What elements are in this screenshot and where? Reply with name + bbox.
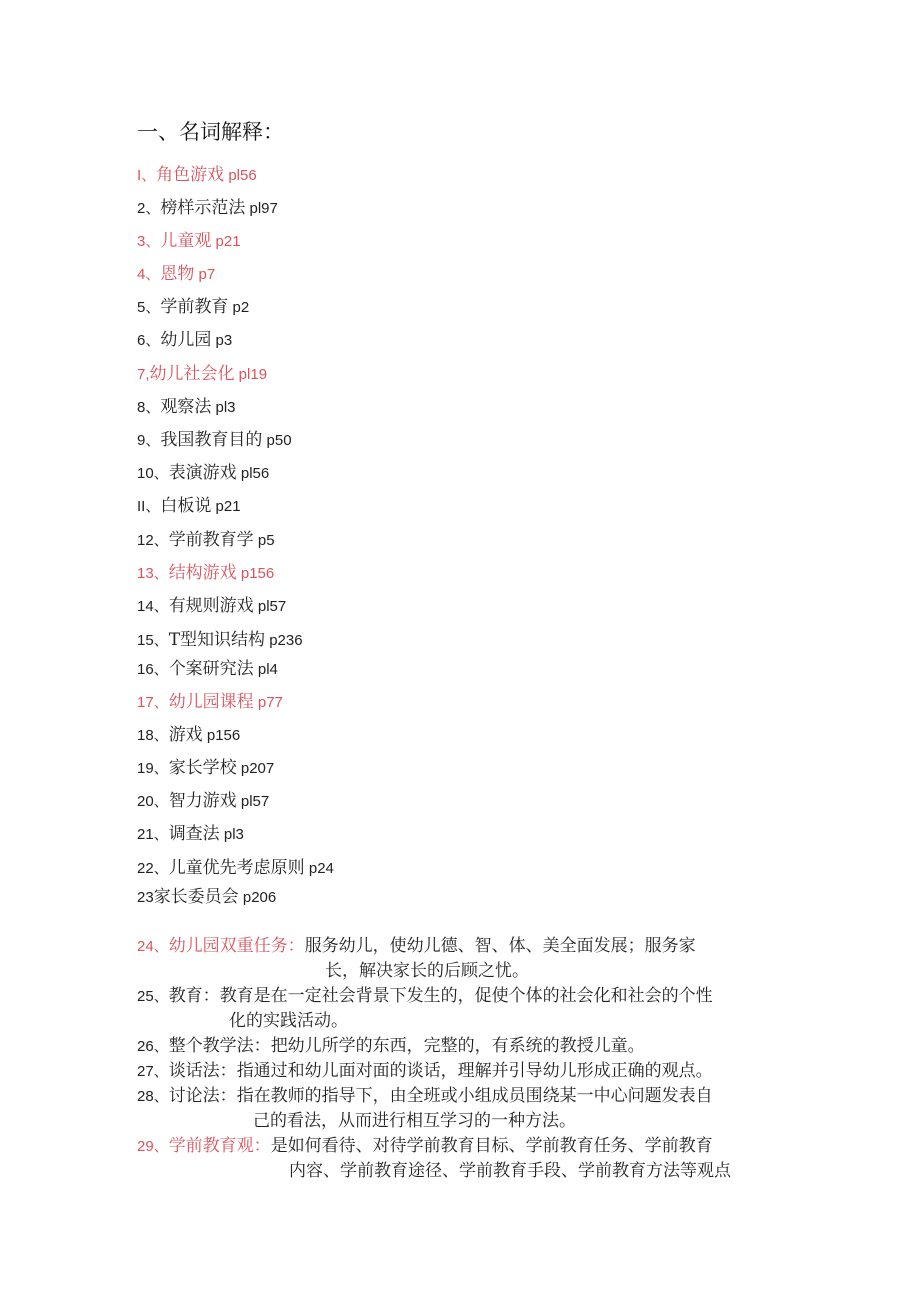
definition-label: 幼儿园双重任务： bbox=[168, 936, 305, 956]
term-page-ref: p156 bbox=[202, 727, 241, 744]
term-number: 5、 bbox=[137, 299, 161, 316]
definition-number: 29、 bbox=[137, 1138, 169, 1155]
term-number: 3、 bbox=[137, 233, 161, 250]
term-page-ref: p3 bbox=[211, 332, 233, 349]
term-page-ref: p5 bbox=[253, 532, 275, 549]
definition-text: 服务幼儿，使幼儿德、智、体、美全面发展；服务家 bbox=[304, 936, 696, 956]
definition-term bbox=[137, 1036, 271, 1056]
term-item bbox=[137, 822, 244, 847]
definition-item bbox=[137, 934, 777, 984]
term-item bbox=[137, 262, 215, 287]
term-page-ref: pl97 bbox=[245, 200, 278, 217]
term-text: 家长委员会 bbox=[153, 887, 239, 907]
term-number: 22、 bbox=[137, 860, 169, 877]
term-text: 学前教育学 bbox=[168, 530, 254, 550]
definition-text: 把幼儿所学的东西，完整的，有系统的教授儿童。 bbox=[270, 1036, 645, 1056]
term-page-ref: p7 bbox=[194, 266, 216, 283]
definition-number: 27、 bbox=[137, 1063, 169, 1080]
term-item bbox=[137, 690, 283, 715]
term-page-ref: p206 bbox=[238, 889, 277, 906]
definition-first-line bbox=[137, 1034, 777, 1059]
term-number: 19、 bbox=[137, 760, 169, 777]
term-number: 23 bbox=[137, 889, 154, 906]
definition-number: 24、 bbox=[137, 938, 169, 955]
definition-term bbox=[137, 936, 305, 956]
term-page-ref: p50 bbox=[262, 432, 292, 449]
term-number: 6、 bbox=[137, 332, 161, 349]
term-text: 个案研究法 bbox=[168, 659, 254, 679]
definition-label: 整个教学法： bbox=[168, 1036, 271, 1056]
definition-item bbox=[137, 984, 777, 1034]
term-item bbox=[137, 594, 286, 619]
definition-term bbox=[137, 1086, 237, 1106]
term-text: 游戏 bbox=[168, 725, 203, 745]
term-text: 结构游戏 bbox=[168, 563, 237, 583]
term-page-ref: p156 bbox=[236, 565, 275, 582]
definition-first-line bbox=[137, 934, 777, 959]
term-text: 我国教育目的 bbox=[160, 430, 263, 450]
definition-continuation: 长，解决家长的后顾之忧。 bbox=[325, 961, 529, 981]
term-text: 表演游戏 bbox=[168, 463, 237, 483]
term-text: 儿童优先考虑原则 bbox=[168, 858, 305, 878]
term-item bbox=[137, 885, 276, 910]
term-number: 4、 bbox=[137, 266, 161, 283]
term-number: 17、 bbox=[137, 694, 169, 711]
term-number: 15、 bbox=[137, 632, 169, 649]
definition-first-line bbox=[137, 984, 777, 1009]
definition-term bbox=[137, 1061, 237, 1081]
term-number: I、 bbox=[137, 167, 157, 184]
definition-text: 是如何看待、对待学前教育目标、学前教育任务、学前教育 bbox=[270, 1136, 713, 1156]
term-number: 10、 bbox=[137, 465, 169, 482]
definition-label: 谈话法： bbox=[168, 1061, 237, 1081]
term-text: 幼儿园 bbox=[160, 330, 212, 350]
term-item bbox=[137, 494, 241, 519]
term-number: 18、 bbox=[137, 727, 169, 744]
term-item bbox=[137, 196, 278, 221]
section-heading: 一、名词解释： bbox=[137, 120, 284, 144]
term-item bbox=[137, 428, 292, 453]
term-item bbox=[137, 295, 249, 320]
definition-term bbox=[137, 1136, 271, 1156]
term-number: 2、 bbox=[137, 200, 161, 217]
definition-term bbox=[137, 986, 220, 1006]
term-page-ref: p24 bbox=[304, 860, 334, 877]
definition-first-line bbox=[137, 1059, 777, 1084]
definition-number: 25、 bbox=[137, 988, 169, 1005]
term-page-ref: pl57 bbox=[236, 793, 270, 810]
definition-item bbox=[137, 1034, 777, 1059]
term-number: II、 bbox=[137, 498, 161, 515]
term-text: 幼儿社会化 bbox=[149, 364, 235, 384]
term-number: 12、 bbox=[137, 532, 169, 549]
term-item bbox=[137, 328, 232, 353]
definition-text: 教育是在一定社会背景下发生的，促使个体的社会化和社会的个性 bbox=[219, 986, 713, 1006]
term-item bbox=[137, 362, 267, 387]
definition-number: 26、 bbox=[137, 1038, 169, 1055]
term-item bbox=[137, 756, 274, 781]
term-page-ref: pl3 bbox=[219, 826, 244, 843]
definition-item bbox=[137, 1134, 777, 1184]
term-number: 16、 bbox=[137, 661, 169, 678]
term-page-ref: pl57 bbox=[253, 598, 287, 615]
term-text: 观察法 bbox=[160, 397, 212, 417]
definition-item bbox=[137, 1059, 777, 1084]
term-number: 9、 bbox=[137, 432, 161, 449]
term-page-ref: p236 bbox=[265, 632, 303, 649]
term-page-ref: pl4 bbox=[253, 661, 278, 678]
definition-item bbox=[137, 1084, 777, 1134]
term-text: 儿童观 bbox=[160, 231, 212, 251]
definition-continuation: 内容、学前教育途径、学前教育手段、学前教育方法等观点 bbox=[289, 1161, 731, 1181]
term-text: T型知识结构 bbox=[168, 630, 266, 650]
definition-first-line bbox=[137, 1084, 777, 1109]
term-page-ref: p207 bbox=[236, 760, 275, 777]
definition-number: 28、 bbox=[137, 1088, 169, 1105]
term-item bbox=[137, 561, 274, 586]
term-item bbox=[137, 628, 303, 653]
definition-label: 教育： bbox=[168, 986, 220, 1006]
term-text: 智力游戏 bbox=[168, 791, 237, 811]
term-number: 13、 bbox=[137, 565, 169, 582]
term-item bbox=[137, 856, 334, 881]
term-page-ref: pl56 bbox=[224, 167, 257, 184]
definition-text: 指通过和幼儿面对面的谈话，理解并引导幼儿形成正确的观点。 bbox=[236, 1061, 713, 1081]
term-item bbox=[137, 789, 269, 814]
term-page-ref: p77 bbox=[253, 694, 283, 711]
definition-label: 学前教育观： bbox=[168, 1136, 271, 1156]
term-text: 榜样示范法 bbox=[160, 198, 246, 218]
term-item bbox=[137, 657, 278, 682]
term-page-ref: pl19 bbox=[234, 366, 268, 383]
term-page-ref: pl56 bbox=[236, 465, 270, 482]
term-item bbox=[137, 528, 275, 553]
term-number: 7, bbox=[137, 366, 150, 383]
term-text: 角色游戏 bbox=[156, 165, 225, 185]
term-number: 14、 bbox=[137, 598, 169, 615]
term-number: 21、 bbox=[137, 826, 169, 843]
term-page-ref: p21 bbox=[211, 498, 241, 515]
term-item bbox=[137, 163, 257, 188]
definition-continuation: 化的实践活动。 bbox=[229, 1011, 348, 1031]
term-item bbox=[137, 461, 269, 486]
term-text: 学前教育 bbox=[160, 297, 229, 317]
term-text: 有规则游戏 bbox=[168, 596, 254, 616]
term-item bbox=[137, 229, 241, 254]
definition-text: 指在教师的指导下，由全班或小组成员围绕某一中心问题发表自 bbox=[236, 1086, 713, 1106]
term-item bbox=[137, 395, 236, 420]
term-number: 20、 bbox=[137, 793, 169, 810]
definition-first-line bbox=[137, 1134, 777, 1159]
term-text: 家长学校 bbox=[168, 758, 237, 778]
definition-continuation: 己的看法，从而进行相互学习的一种方法。 bbox=[253, 1111, 576, 1131]
term-page-ref: pl3 bbox=[211, 399, 236, 416]
term-page-ref: p21 bbox=[211, 233, 241, 250]
term-text: 幼儿园课程 bbox=[168, 692, 254, 712]
term-text: 白板说 bbox=[160, 496, 212, 516]
term-number: 8、 bbox=[137, 399, 161, 416]
term-page-ref: p2 bbox=[228, 299, 250, 316]
term-text: 调查法 bbox=[168, 824, 220, 844]
definition-label: 讨论法： bbox=[168, 1086, 237, 1106]
term-text: 恩物 bbox=[160, 264, 195, 284]
term-item bbox=[137, 723, 240, 748]
